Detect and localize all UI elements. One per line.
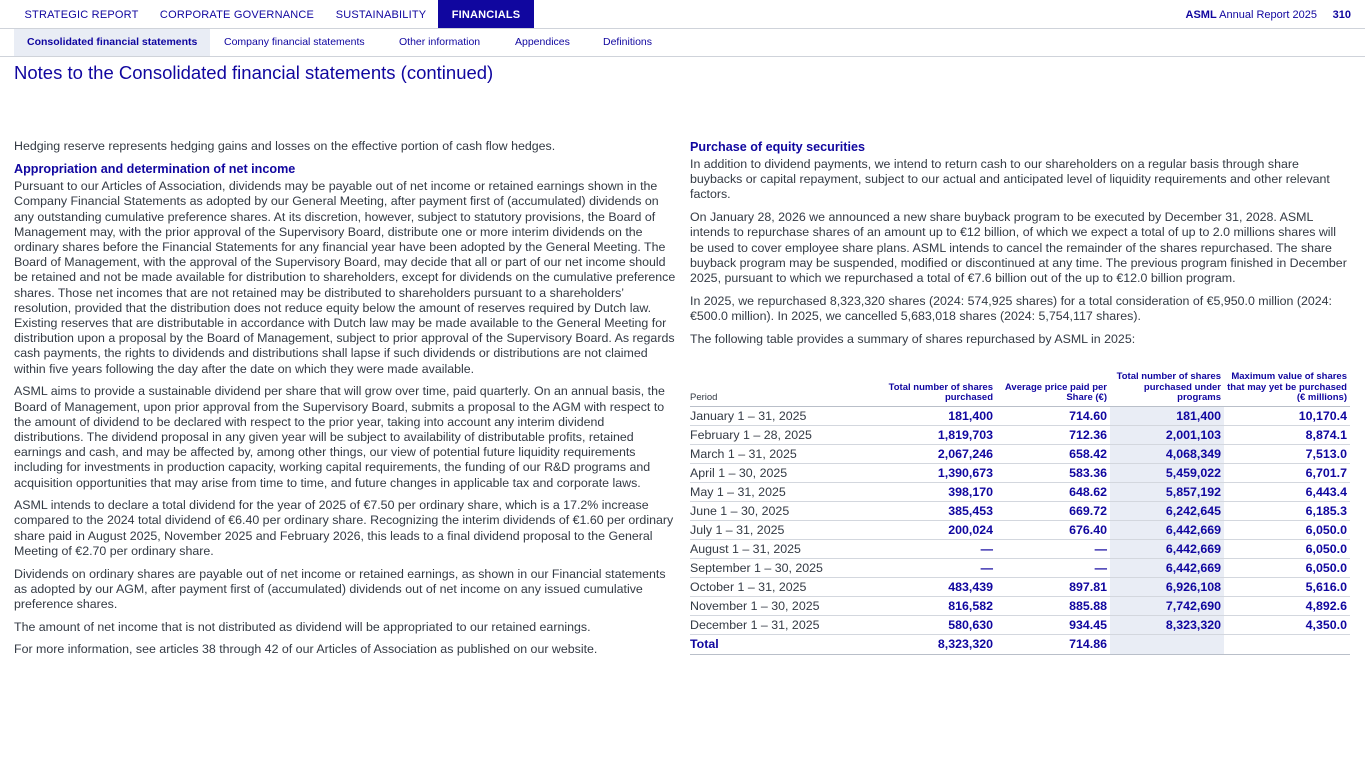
appropriation-heading: Appropriation and determination of net income — [14, 162, 296, 177]
table-row — [690, 425, 1350, 444]
cell-maximum-value: 6,050.0 — [1224, 539, 1350, 558]
cell-shares-purchased: 398,170 — [883, 482, 996, 501]
dividend-2025-paragraph: ASML intends to declare a total dividend for the year of 2025 of €7.50 per ordinary share, which is a 17.2% increase compared to the 2024 total dividend of €6.40 per ordinary share. Recognizing the interim dividends of €1.60 per ordinary share paid in August 2025, November 2025 and February 2026, this leads to a final dividend proposal to the General Meeting of €2.70 per ordinary share. — [14, 498, 674, 558]
page-number: 310 — [1332, 9, 1351, 21]
table-row — [690, 539, 1350, 558]
table-row — [690, 577, 1350, 596]
cell-period: November 1 – 30, 2025 — [690, 596, 883, 615]
more-information-paragraph: For more information, see articles 38 through 42 of our Articles of Association as published on our website. — [14, 642, 598, 657]
left-column — [14, 139, 676, 665]
cell-shares-under-programs: 6,442,669 — [1110, 558, 1224, 577]
buyback-program-paragraph: On January 28, 2026 we announced a new share buyback program to be executed by December 31, 2028. ASML intends to repurchase shares of an amount up to €12 billion, of which we expect a total of up to 2.0 millions shares will be used to cover employee share plans. ASML intends to cancel the remainder of the shares repurchased. The share buyback program may be suspended, modified or discontinued at any time. The previous program finished in December 2025, pursuant to which we repurchased a total of €7.6 billion out of the up to €12.0 billion program. — [690, 210, 1347, 285]
cell-shares-purchased: 1,390,673 — [883, 463, 996, 482]
cell-average-price: 934.45 — [996, 615, 1110, 634]
subnav-consolidated-financial-statements[interactable]: Consolidated financial statements — [14, 29, 210, 56]
table-row — [690, 444, 1350, 463]
header-period: Period — [690, 359, 883, 406]
cell-period: May 1 – 31, 2025 — [690, 482, 883, 501]
articles-paragraph: Pursuant to our Articles of Association, dividends may be payable out of net income or retained earnings shown in the Company Financial Statements as adopted by our General Meeting, after payment first of (accumulated) dividends on any outstanding cumulative preference shares. At its discretion, however, subject to statutory provisions, the Board of Management may, with the prior approval of the Supervisory Board, distribute one or more interim dividends on the ordinary shares before the Financial Statements for any financial year have been adopted by the General Meeting. The Board of Management, with the approval of the Supervisory Board, may decide that all or part of our net income should be retained and not be made available for distribution to shareholders, except for dividends on the cumulative preference shares. Those net incomes that are not retained may be distributed to shareholders pursuant to a shareholders’ resolution, provided that the distribution does not reduce equity below the amount of reserves required by Dutch law. Existing reserves that are distributable in accordance with Dutch law may be made available to the General Meeting for distribution upon a proposal by the Board of Management, subject to prior approval of the Supervisory Board. As regards cash payments, the rights to dividends and distributions shall lapse if such dividends or distributions are not claimed within five years following the day after the date on which they were made available. — [14, 179, 676, 376]
cell-maximum-value: 10,170.4 — [1224, 406, 1350, 425]
total-cell-shares-under-programs — [1110, 634, 1224, 654]
repurchased-2025-paragraph: In 2025, we repurchased 8,323,320 shares (2024: 574,925 shares) for a total consideration of €5,950.0 million (2024: €500.0 million). In 2025, we cancelled 5,683,018 shares (2024: 5,754,117 shares). — [690, 293, 1332, 323]
sub-navigation — [0, 29, 1365, 57]
cell-shares-purchased: 2,067,246 — [883, 444, 996, 463]
brand-name: ASML — [1185, 9, 1217, 21]
table-intro-paragraph: The following table provides a summary of shares repurchased by ASML in 2025: — [690, 331, 1136, 346]
tab-corporate-governance[interactable]: CORPORATE GOVERNANCE — [159, 9, 315, 21]
cell-shares-under-programs: 7,742,690 — [1110, 596, 1224, 615]
purchase-equity-heading: Purchase of equity securities — [690, 140, 865, 154]
subnav-definitions[interactable]: Definitions — [603, 36, 653, 48]
cell-period: December 1 – 31, 2025 — [690, 615, 883, 634]
cell-average-price: 676.40 — [996, 520, 1110, 539]
total-cell-shares-purchased: 8,323,320 — [883, 634, 996, 654]
cell-shares-purchased: 816,582 — [883, 596, 996, 615]
total-cell-period: Total — [690, 634, 883, 654]
table-row — [690, 520, 1350, 539]
cell-period: August 1 – 31, 2025 — [690, 539, 883, 558]
cell-maximum-value: 5,616.0 — [1224, 577, 1350, 596]
cell-shares-purchased: 483,439 — [883, 577, 996, 596]
cell-shares-under-programs: 6,442,669 — [1110, 539, 1224, 558]
cell-average-price: — — [996, 539, 1110, 558]
cell-average-price: 714.60 — [996, 406, 1110, 425]
tab-sustainability[interactable]: SUSTAINABILITY — [335, 9, 427, 21]
cell-shares-purchased: 181,400 — [883, 406, 996, 425]
cell-average-price: 658.42 — [996, 444, 1110, 463]
cell-shares-under-programs: 4,068,349 — [1110, 444, 1224, 463]
cell-maximum-value: 8,874.1 — [1224, 425, 1350, 444]
cell-average-price: 583.36 — [996, 463, 1110, 482]
top-navigation — [0, 0, 1365, 29]
cell-shares-under-programs: 8,323,320 — [1110, 615, 1224, 634]
hedging-reserve-paragraph: Hedging reserve represents hedging gains and losses on the effective portion of cash flow hedges. — [14, 139, 556, 153]
table-row — [690, 615, 1350, 634]
table-row — [690, 596, 1350, 615]
cell-maximum-value: 4,892.6 — [1224, 596, 1350, 615]
cell-shares-under-programs: 2,001,103 — [1110, 425, 1224, 444]
cell-maximum-value: 6,050.0 — [1224, 558, 1350, 577]
header-average-price: Average price paid per Share (€) — [996, 359, 1110, 406]
tab-financials[interactable]: FINANCIALS — [438, 0, 534, 28]
table-row — [690, 501, 1350, 520]
cell-period: July 1 – 31, 2025 — [690, 520, 883, 539]
cell-shares-purchased: 1,819,703 — [883, 425, 996, 444]
cell-shares-under-programs: 5,857,192 — [1110, 482, 1224, 501]
cell-average-price: 648.62 — [996, 482, 1110, 501]
cell-maximum-value: 7,513.0 — [1224, 444, 1350, 463]
cell-maximum-value: 6,185.3 — [1224, 501, 1350, 520]
cell-period: January 1 – 31, 2025 — [690, 406, 883, 425]
cell-shares-under-programs: 181,400 — [1110, 406, 1224, 425]
page-title: Notes to the Consolidated financial statements (continued) — [14, 62, 494, 83]
subnav-appendices[interactable]: Appendices — [515, 36, 570, 48]
cell-shares-under-programs: 6,926,108 — [1110, 577, 1224, 596]
cell-shares-under-programs: 6,242,645 — [1110, 501, 1224, 520]
total-cell-average-price: 714.86 — [996, 634, 1110, 654]
tab-strategic-report[interactable]: STRATEGIC REPORT — [24, 9, 139, 21]
cell-average-price: — — [996, 558, 1110, 577]
cell-shares-purchased: — — [883, 539, 996, 558]
cell-maximum-value: 6,050.0 — [1224, 520, 1350, 539]
cell-period: March 1 – 31, 2025 — [690, 444, 883, 463]
dividends-payable-paragraph: Dividends on ordinary shares are payable out of net income or retained earnings, as shown in our Financial statements as adopted by our AGM, after payment first of (accumulated) dividends out of net income on any issued cumulative preference shares. — [14, 566, 666, 611]
header-shares-under-programs: Total number of shares purchased under programs — [1110, 359, 1224, 406]
right-column — [690, 139, 1350, 354]
cell-maximum-value: 6,443.4 — [1224, 482, 1350, 501]
cell-average-price: 885.88 — [996, 596, 1110, 615]
table-row — [690, 482, 1350, 501]
brand-subtitle: Annual Report 2025 — [1219, 9, 1317, 21]
table-row — [690, 406, 1350, 425]
cell-period: February 1 – 28, 2025 — [690, 425, 883, 444]
total-row — [690, 634, 1350, 654]
cell-average-price: 712.36 — [996, 425, 1110, 444]
cell-period: October 1 – 31, 2025 — [690, 577, 883, 596]
total-cell-maximum-value — [1224, 634, 1350, 654]
subnav-other-information[interactable]: Other information — [399, 36, 481, 48]
table-row — [690, 463, 1350, 482]
cell-average-price: 669.72 — [996, 501, 1110, 520]
return-cash-paragraph: In addition to dividend payments, we intend to return cash to our shareholders on a regular basis through share buybacks or capital repayment, subject to our actual and anticipated level of liquidity requirements and other relevant factors. — [690, 157, 1330, 202]
cell-shares-purchased: 580,630 — [883, 615, 996, 634]
cell-average-price: 897.81 — [996, 577, 1110, 596]
cell-period: September 1 – 30, 2025 — [690, 558, 883, 577]
cell-shares-under-programs: 6,442,669 — [1110, 520, 1224, 539]
report-brand — [1186, 0, 1317, 28]
dividend-policy-paragraph: ASML aims to provide a sustainable dividend per share that will grow over time, paid quarterly. On an annual basis, the Board of Management, upon prior approval from the Supervisory Board, submits a proposal to the AGM with respect to the amount of dividend to be declared with respect to the prior year, taking into account any interim dividend distributions. The dividend proposal in any given year will be subject to availability of distributable profits, retained earnings and cash, and may be affected by, among other things, our view of potential future liquidity requirements including for investments in production capacity, working capital requirements, the funding of our R&D programs and acquisition opportunities that may arise from time to time, and future changes in applicable tax and corporate laws. — [14, 384, 665, 490]
subnav-company-financial-statements[interactable]: Company financial statements — [224, 36, 365, 48]
cell-shares-purchased: — — [883, 558, 996, 577]
retained-earnings-paragraph: The amount of net income that is not distributed as dividend will be appropriated to our retained earnings. — [14, 619, 591, 634]
header-total-shares: Total number of shares purchased — [883, 359, 996, 406]
cell-period: June 1 – 30, 2025 — [690, 501, 883, 520]
cell-period: April 1 – 30, 2025 — [690, 463, 883, 482]
cell-shares-purchased: 200,024 — [883, 520, 996, 539]
table-row — [690, 558, 1350, 577]
cell-maximum-value: 6,701.7 — [1224, 463, 1350, 482]
share-repurchase-table — [690, 359, 1350, 655]
cell-shares-purchased: 385,453 — [883, 501, 996, 520]
header-maximum-value: Maximum value of shares that may yet be purchased (€ millions) — [1224, 359, 1350, 406]
cell-shares-under-programs: 5,459,022 — [1110, 463, 1224, 482]
cell-maximum-value: 4,350.0 — [1224, 615, 1350, 634]
